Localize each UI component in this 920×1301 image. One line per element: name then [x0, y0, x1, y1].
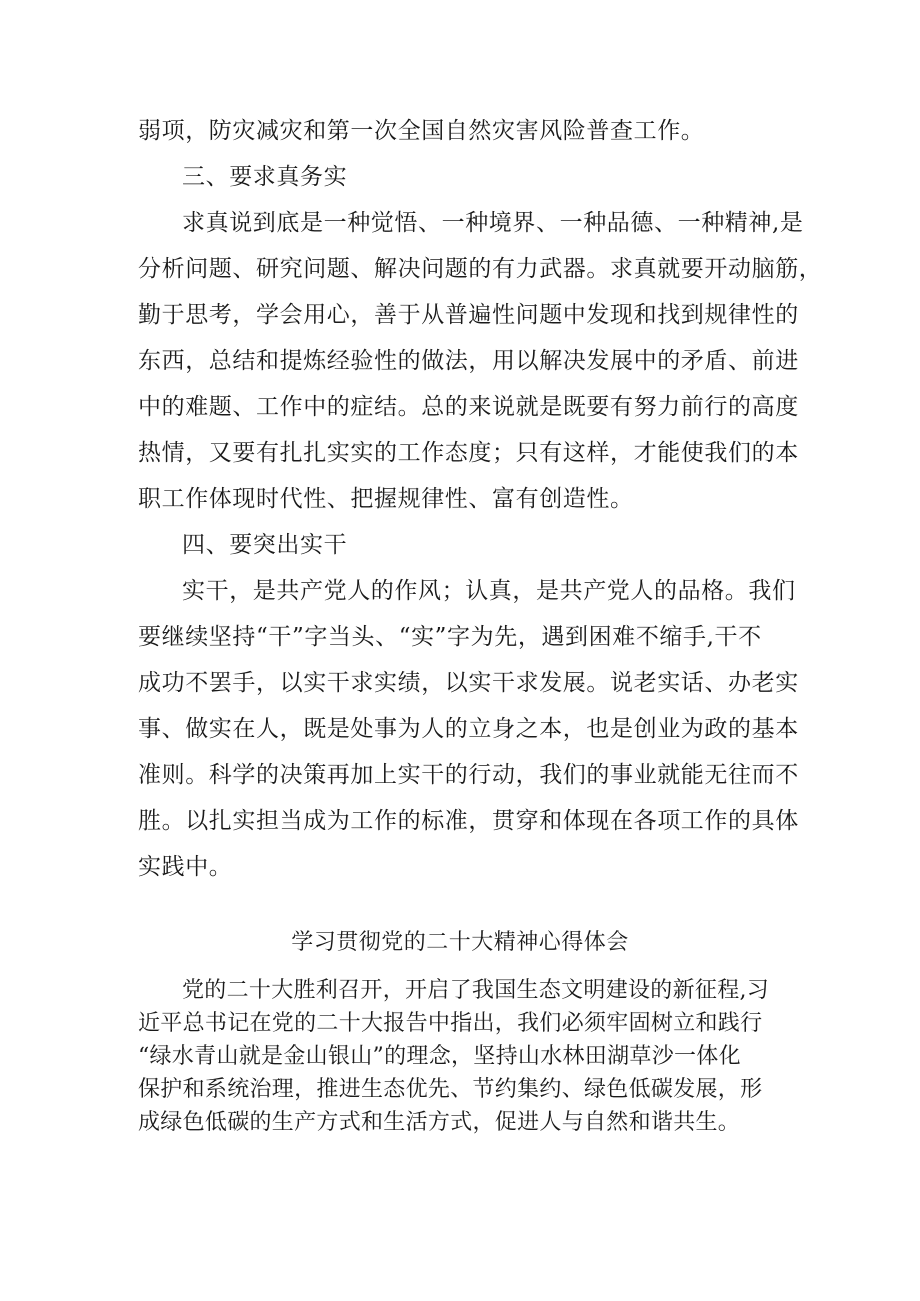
paragraph-line: 东西，总结和提炼经验性的做法，用以解决发展中的矛盾、前进 — [138, 348, 799, 374]
paragraph-line: 保护和系统治理，推进生态优先、节约集约、绿色低碳发展，形 — [138, 1077, 763, 1102]
paragraph-line: 胜。以扎实担当成为工作的标准，贯穿和体现在各项工作的具体 — [138, 808, 799, 834]
paragraph-line: 分析问题、研究问题、解决问题的有力武器。求真就要开动脑筋， — [138, 256, 823, 282]
paragraph-line: 事、做实在人，既是处事为人的立身之本，也是创业为政的基本 — [138, 716, 799, 742]
paragraph-line: 近平总书记在党的二十大报告中指出，我们必须牢固树立和践行 — [138, 1011, 763, 1036]
paragraph-line: 中的难题、工作中的症结。总的来说就是既要有努力前行的高度 — [138, 394, 799, 420]
paragraph-line: 实干，是共产党人的作风；认真，是共产党人的品格。我们 — [182, 578, 796, 604]
paragraph-line: 职工作体现时代性、把握规律性、富有创造性。 — [138, 486, 634, 512]
paragraph-line: 准则。科学的决策再加上实干的行动，我们的事业就能无往而不 — [138, 762, 799, 788]
section-heading-3: 三、要求真务实 — [182, 164, 348, 190]
paragraph-line: 实践中。 — [138, 854, 233, 880]
paragraph-line: 求真说到底是一种觉悟、一种境界、一种品德、一种精神,是 — [182, 210, 804, 236]
paragraph-line: 弱项，防灾减灾和第一次全国自然灾害风险普查工作。 — [138, 118, 705, 144]
paragraph-line: 要继续坚持“干”字当头、“实”字为先，遇到困难不缩手,干不 — [138, 624, 762, 650]
document-title: 学习贯彻党的二十大精神心得体会 — [291, 930, 629, 955]
paragraph-line: 勤于思考，学会用心，善于从普遍性问题中发现和找到规律性的 — [138, 302, 799, 328]
paragraph-line: 成功不罢手，以实干求实绩，以实干求发展。说老实话、办老实 — [138, 670, 799, 696]
paragraph-line: “绿水青山就是金山银山”的理念，坚持山水林田湖草沙一体化 — [138, 1044, 741, 1069]
section-heading-4: 四、要突出实干 — [182, 532, 348, 558]
document-body-part1 — [138, 108, 823, 890]
paragraph-line: 热情，又要有扎扎实实的工作态度；只有这样，才能使我们的本 — [138, 440, 799, 466]
document-body-part2 — [138, 974, 810, 1139]
paragraph-line: 党的二十大胜利召开，开启了我国生态文明建设的新征程,习 — [182, 978, 770, 1003]
paragraph-line: 成绿色低碳的生产方式和生活方式，促进人与自然和谐共生。 — [138, 1110, 741, 1135]
